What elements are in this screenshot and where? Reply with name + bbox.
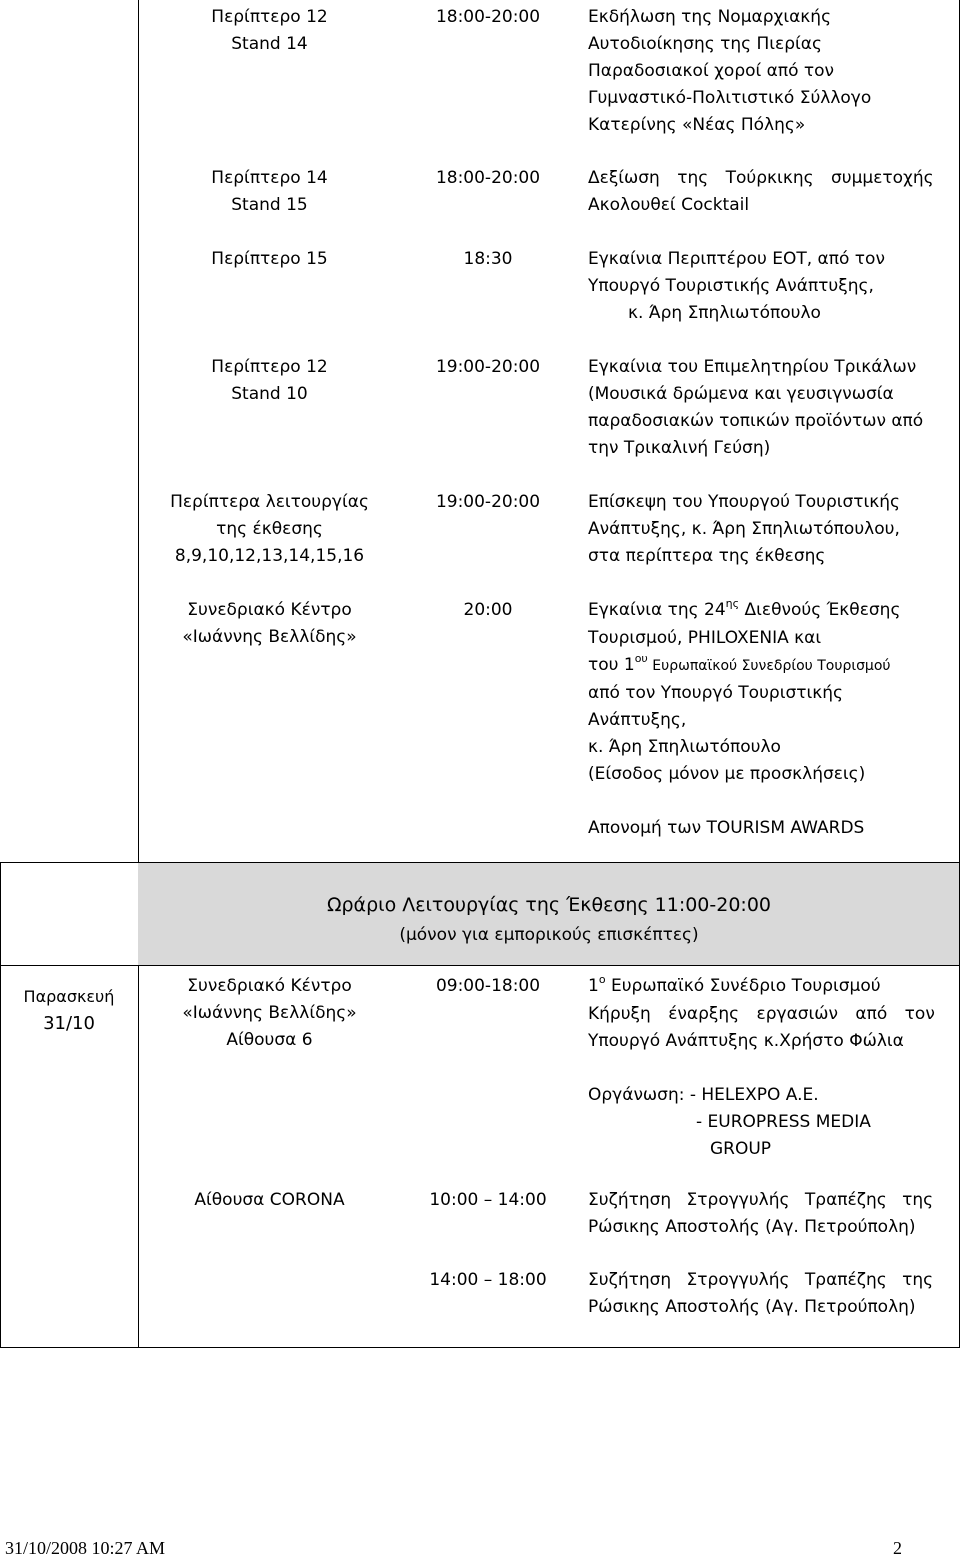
- footer-page-number: 2: [893, 1538, 902, 1558]
- row3-time: 18:30: [463, 249, 513, 269]
- table-rule-top-banner: [138, 862, 960, 863]
- table-border-left: [138, 0, 139, 862]
- corona-event-1: Συζήτηση Στρογγυλής Τραπέζης της Ρώσικης Αποστολής (Αγ. Πετρούπολη): [588, 1190, 934, 1237]
- row1-event: Εκδήλωση της Νομαρχιακής Αυτοδιοίκησης της Πιερίας Παραδοσιακοί χοροί από τον Γυμναστικό-Πολιτιστικό Σύλλογο Κατερίνης «Νέας Πόλης»: [588, 7, 872, 135]
- row4-event: Εγκαίνια του Επιμελητηρίου Τρικάλων (Μουσικά δρώμενα και γευσιγνωσία παραδοσιακών τοπικών προϊόντων από την Τρικαλινή Γεύση): [588, 357, 924, 458]
- corona-time-1: 10:00 – 14:00: [429, 1190, 547, 1210]
- row2-time: 18:00-20:00: [435, 168, 541, 188]
- row1-time: 18:00-20:00: [435, 7, 541, 27]
- hours-banner-subtitle: (μόνον για εμπορικούς επισκέπτες): [399, 925, 699, 945]
- friday-day: Παρασκευή 31/10: [23, 987, 115, 1034]
- row4-time: 19:00-20:00: [435, 357, 541, 377]
- corona-venue: Αίθουσα CORONA: [194, 1190, 345, 1210]
- row4-venue: Περίπτερο 12 Stand 10: [211, 357, 328, 404]
- row5-venue: Περίπτερα λειτουργίας της έκθεσης 8,9,10,12,13,14,15,16: [170, 492, 369, 566]
- table-rule-below-banner: [0, 965, 960, 966]
- footer-timestamp: 31/10/2008 10:27 AM: [5, 1538, 166, 1558]
- row2-event: Δεξίωση της Τούρκικης συμμετοχής Ακολουθεί Cocktail: [588, 168, 934, 215]
- friday-time: 09:00-18:00: [435, 976, 541, 996]
- row5-event: Επίσκεψη του Υπουργού Τουριστικής Ανάπτυξης, κ. Άρη Σπηλιωτόπουλου, στα περίπτερα της έκθεσης: [588, 492, 901, 566]
- friday-event: $1^o$ Ευρωπαϊκό Συνέδριο Τουρισμού Κήρυξη έναρξης εργασιών από τον Υπουργό Ανάπτυξης κ.Χρήστο Φώλια Οργάνωση: - HELEXPO A.E. - EUROPRESS MEDIA GROUP: [588, 973, 935, 1159]
- row3-venue: Περίπτερο 15: [211, 249, 328, 269]
- table-rule-outer-top: [0, 862, 139, 863]
- friday-venue: Συνεδριακό Κέντρο «Ιωάννης Βελλίδης» Αίθουσα 6: [182, 976, 357, 1050]
- row2-venue: Περίπτερο 14 Stand 15: [211, 168, 328, 215]
- row5-time: 19:00-20:00: [435, 492, 541, 512]
- awards-line: Απονομή των TOURISM AWARDS: [588, 818, 865, 838]
- hours-banner-title: Ωράριο Λειτουργίας της Έκθεσης 11:00-20:00: [326, 894, 772, 916]
- congress-time: 20:00: [463, 600, 513, 620]
- corona-time-2: 14:00 – 18:00: [429, 1270, 547, 1290]
- congress-venue: Συνεδριακό Κέντρο «Ιωάννης Βελλίδης»: [182, 600, 357, 647]
- row3-event: Εγκαίνια Περιπτέρου ΕΟΤ, από τον Υπουργό Τουριστικής Ανάπτυξης, κ. Άρη Σπηλιωτόπουλο: [588, 249, 885, 323]
- corona-event-2: Συζήτηση Στρογγυλής Τραπέζης της Ρώσικης Αποστολής (Αγ. Πετρούπολη): [588, 1270, 934, 1317]
- congress-event: Εγκαίνια της $24^{\eta\varsigma}$ Διεθνούς Έκθεσης Τουρισμού, PHILOXENIA και του $1^{o\upsilon}$ Ευρωπαϊκού Συνεδρίου Τουρισμού από τον Υπουργό Τουριστικής Ανάπτυξης, κ. Άρη Σπηλιωτόπουλο (Είσοδος μόνον με προσκλήσεις) Απονομή των TOURISM AWARDS: [588, 597, 928, 842]
- row1-venue: Περίπτερο 12 Stand 14: [211, 7, 328, 54]
- table-rule-bottom: [0, 1347, 960, 1348]
- table-border-outer-left: [0, 862, 1, 1348]
